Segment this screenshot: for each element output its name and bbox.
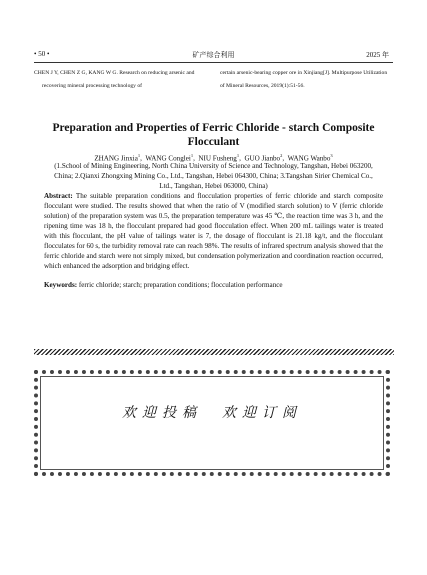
reference-right: certain arsenic-bearing copper ore in Xinjiang[J]. Multipurpose Utilization of Mineral Resources, 2019(1):51-56.	[220, 70, 388, 89]
author: NIU Fusheng	[198, 154, 237, 163]
page-number: • 50 •	[34, 50, 50, 58]
decorative-divider	[34, 349, 394, 355]
author: WANG Conglei	[145, 154, 191, 163]
author-affiliation-mark: 1	[190, 153, 194, 158]
journal-year: 2025 年	[366, 51, 389, 59]
keywords-label: Keywords:	[44, 281, 78, 289]
keywords-text: ferric chloride; starch; preparation conditions; flocculation performance	[78, 281, 283, 289]
author-list: ZHANG Jinxia$^1$, WANG Conglei$^1$, NIU Fusheng$^1$, GUO Jianbo$^2$, WANG Wanbo$^3$	[94, 153, 333, 163]
abstract	[44, 191, 383, 271]
journal-name: 矿产综合利用	[192, 51, 235, 59]
decorative-frame-inner	[40, 376, 384, 470]
header-rule	[34, 62, 393, 63]
author-affiliation-mark: 2	[280, 153, 283, 158]
author: ZHANG Jinxia	[94, 154, 138, 163]
welcome-banner-text: 欢迎投稿 欢迎订阅	[122, 405, 302, 421]
article-title: Preparation and Properties of Ferric Chloride - starch Composite Flocculant	[52, 122, 375, 148]
author: GUO Jianbo	[244, 154, 281, 163]
author: WANG Wanbo	[287, 154, 331, 163]
abstract-label: Abstract:	[44, 192, 73, 200]
affiliations: (1.School of Mining Engineering, North China University of Science and Technology, Tangshan, Hebei 063200, China; 2.Qianxi Zhongxing Mining Co., Ltd., Tangshan, Hebei 064300, China; 3.Tangshan Sirier Chemical Co., Ltd., Tangshan, Hebei 063000, China)	[54, 161, 373, 190]
reference-left: CHEN J Y, CHEN Z G, KANG W G. Research on reducing arsenic and recovering mineral processing technology of	[34, 70, 195, 89]
abstract-text: The suitable preparation conditions and flocculation properties of ferric chloride and starch composite flocculant were studied. The results showed that when the ratio of V (modified starch solution) to V (ferric chloride solution) of the preparation system was 0.5, the preparation temperature was 45 ℃, the reaction time was 3 h, and the ripening time was 18 h, the flocculant prepared had good flocculation effect. When 200 mL tailings water is treated with this flocculant, the pH value of tailings water is 7, the dosage of flocculant is 21.18 kg/t, and the flocculant flocculates for 60 s, the turbidity removal rate can reach 98%. The results of infrared spectrum analysis showed that the ferric chloride and starch were not simply mixed, but condensation polymerization and coordination reaction occurred, which enhanced the adsorption and bridging effect.	[44, 192, 383, 270]
author-affiliation-mark: 1	[236, 153, 240, 158]
keywords	[44, 280, 383, 290]
author-affiliation-mark: 3	[330, 153, 333, 158]
author-affiliation-mark: 1	[137, 153, 141, 158]
